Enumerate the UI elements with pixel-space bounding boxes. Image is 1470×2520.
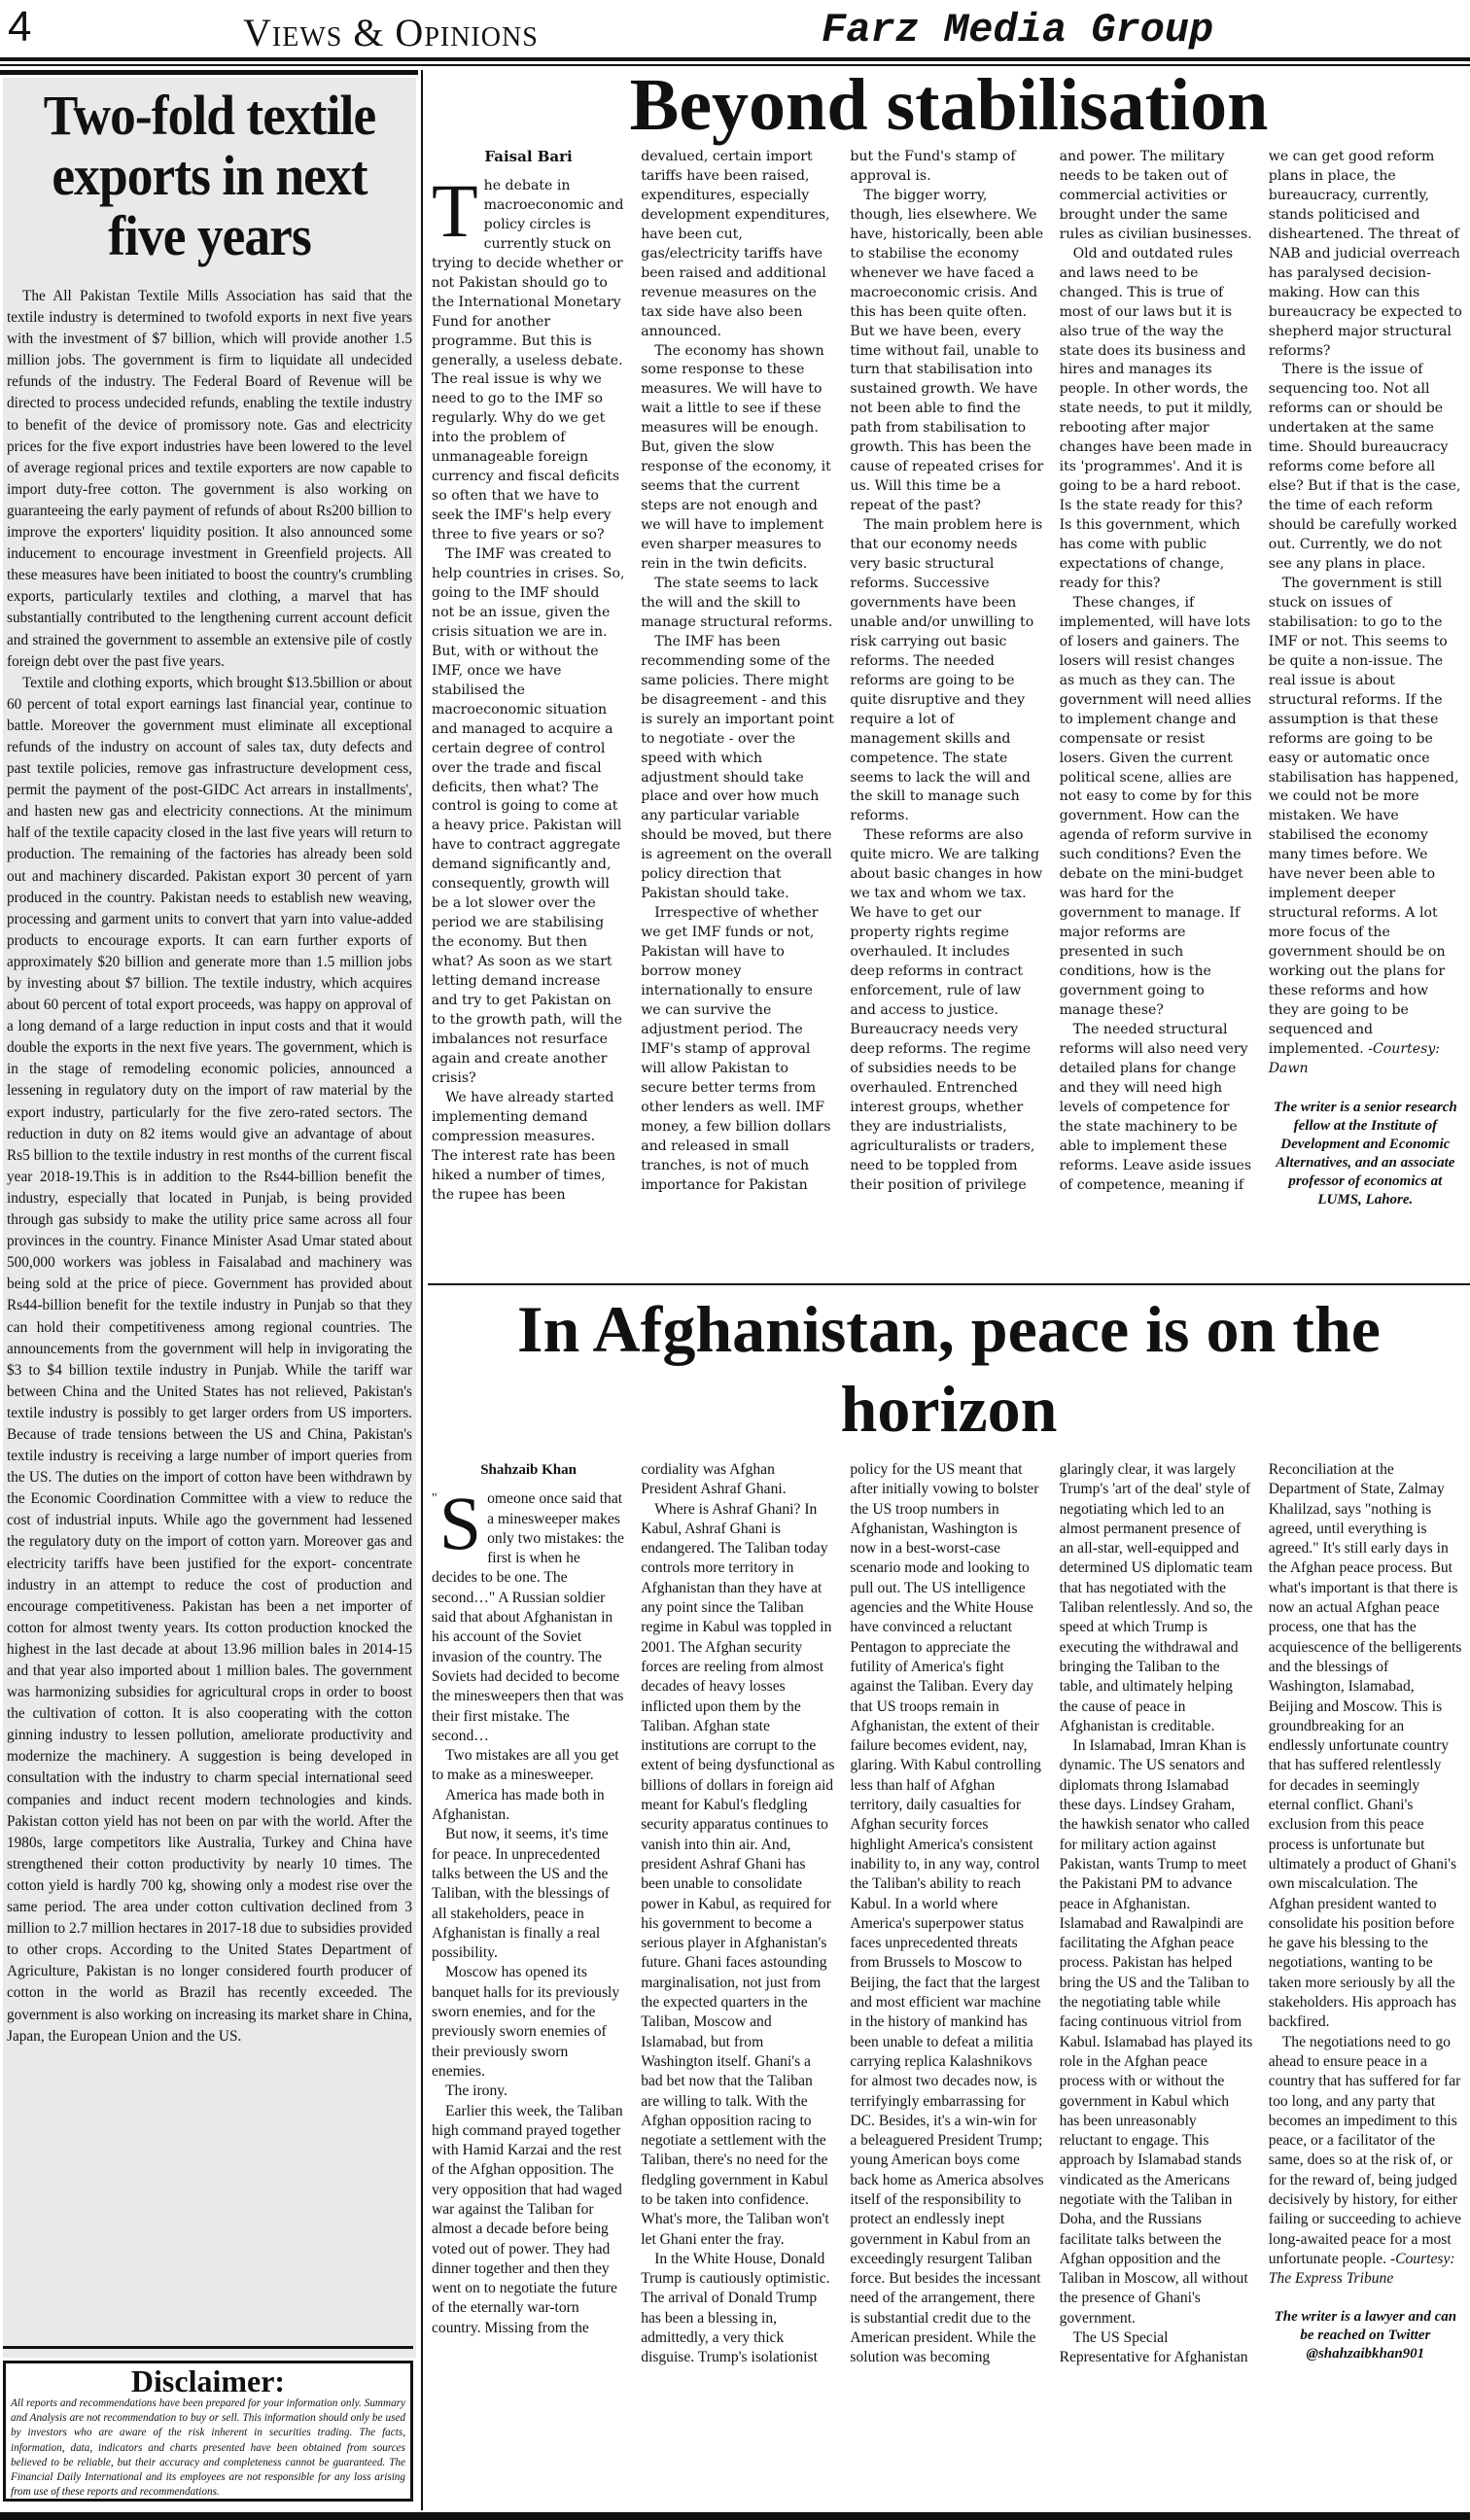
article2-first-paragraph — [432, 1481, 625, 1746]
article1-paragraph: The IMF was created to help countries in crises. So, going to the IMF should not be an issue, given the crisis situation we are in. But, with or without the IMF, once we have stabilised the macroeconomic situation and managed to acquire a certain degree of control over the trade and fiscal deficits, then what? The control is going to come at a heavy price. Pakistan will have to contract aggregate demand significantly and, consequently, growth will be a lot slower over the period we are stabilising the economy. But then what? As soon as we start letting demand increase and try to get Pakistan on to the growth path, will the imbalances not resurface again and create another crisis? — [432, 546, 625, 1086]
left-article-paragraph: Textile and clothing exports, which brought $13.5billion or about 60 percent of total export earnings last financial year, continue to battle. Moreover the government must eliminate all exceptional refunds of the industry on account of sales tax, duty defects and past textile policies, remove gas infrastructure development cess, permit the payment of the post-GIDC Act arrears in installments', and hasten new gas and electricity connections. At the minimum half of the textile capacity closed in the last five years will return to production. The remaining of the factories has already been sold out and machinery discarded. Pakistan export 30 percent of yarn produced in the country. Pakistan needs to establish new weaving, processing and garment units to convert that yarn into value-added products to encourage exports. It can earn further exports of approximately $20 billion and generate more than 1.5 million jobs by investing about $7 billion. The textile industry, which acquires about 60 percent of total export proceeds, was happy on approval of a long demand of a large reduction in input costs and that it would double the exports in the next five years. The government, which is in the stage of remodeling economic policies, announced a lessening in regulatory duty on the import of raw material by the export industry, particularly for the five zero-rated sectors. The reduction in duty on 82 items would give an advantage of about Rs5 billion to the textile industry in rest months of the current fiscal year 2018-19.This is in addition to the Rs44-billion benefit the industry, especially that located in Punjab, is being provided through gas subsidy to make the utility price same across all four provinces in the country. Finance Minister Asad Umar stated about 500,000 workers was jobless in Faisalabad and machinery was being sold at the price of piece. Government has provided about Rs44-billion benefit for the textile industry in Punjab so that they can hold their competitiveness among regional countries. The announcements from the government will help in invigorating the $3 to $4 billion textile industry in Punjab. While the tariff war between China and the United States has not relieved, Pakistan's textile industry is possibly to get larger orders from US importers. Because of trade tensions between the US and China, Pakistan's textile industry is receiving a large number of import queries from the US. The duties on the import of cotton have been withdrawn by the Economic Coordination Committee with a view to reduce the cost of industrial inputs. While ago the government had lessened the regulatory duty on the import of cotton yarn. Moreover gas and electricity tariffs have been justified for the export- concentrate industry in an attempt to reduce the cost of production and encourage competitiveness. Pakistan has been a net importer of cotton for almost twenty years. Its cotton production knocked the highest in the last decade at about 13.96 million bales in 2014-15 and that year also imported about 1 million bales. The government was harmonizing subsidies for agricultural crops in order to boost the cultivation of cotton. It is also cooperating with the cotton ginning industry to lessen pollution, ameliorate productivity and modernize the machinery. A suggestion is being developed in consultation with the industry to charm special international seed companies and induct recent modern technologies and kinds. Pakistan cotton yield has not been on par with the world. After the 1980s, large competitors like Australia, Turkey and China have strengthened their cotton productivity by nearly 10 times. The cotton yield is hardly 700 kg, showing only a modest rise over the same period. The area under cotton cultivation declined from 3 million to 2.7 million hectares in 2017-18 due to subsidies provided to other crops. According to the United States Department of Agriculture, Pakistan is no longer considered fourth producer of cotton in the world as Brazil has recently exceeded. The government is also working on increasing its market share in China, Japan, the European Union and the US. — [7, 674, 412, 2045]
article1-last-paragraph-text: The government is still stuck on issues of stabilisation: to go to the IMF or not. This seems to be quite a non-issue. The real issue is about structural reforms. If the assumption is that these reforms are going to be easy or automatic once stabilisation has happened, we could not be more mistaken. We have stabilised the economy many times before. We have never been able to implement deeper structural reforms. A lot more focus of the government should be on working out the plans for these reforms and how they are going to be sequenced and implemented. — [1268, 575, 1459, 1057]
article2-paragraph: America has made both in Afghanistan. — [432, 1786, 605, 1824]
article2-author-note: The writer is a lawyer and can be reached on Twitter @shahzaibkhan901 — [1274, 2309, 1457, 2362]
article1-author-note: The writer is a senior research fellow at the Institute of Development and Economic Alternatives, and an associate professor of economics at LUMS, Lahore. — [1273, 1099, 1457, 1208]
article1-first-paragraph-text: he debate in macroeconomic and policy circles is currently stuck on trying to decide whether or not Pakistan should go to the International Monetary Fund for another programme. But this is generally, a useless debate. The real issue is why we need to go to the IMF so regularly. Why do we get into the problem of unmanageable foreign currency and fiscal deficits so often that we have to seek the IMF's help every three to five years or so? — [432, 177, 624, 543]
article2-paragraph: Earlier this week, the Taliban high command prayed together with Hamid Karzai and the rest of the Afghan opposition. The very opposition that had waged war against the Taliban for almost a decade before being voted out of power. They had dinner together and then they went on to negotiate the future of the eternally war-torn country. Missing from the cordiality was Afghan President Ashraf Ghani. — [432, 1461, 787, 2336]
article2-last-paragraph-text: The negotiations need to go ahead to ensure peace in a country that has suffered for far too long, and any party that becomes an impediment to this peace, or a facilitator of the same, does so at the risk of, or for the reward of, being judged decisively by history, for either failing or succeeding to achieve long-awaited peace for a most unfortunate people. — [1268, 2033, 1462, 2267]
article1-paragraph: Irrespective of whether we get IMF funds or not, Pakistan will have to borrow money internationally to ensure we can survive the adjustment period. The IMF's stamp of approval will allow Pakistan to secure better terms from other lenders as well. IMF money, a few billion dollars and released in small tranches, is not of much importance for Pakistan but the Fund's stamp of approval is. — [641, 149, 1016, 1193]
page-bottom-bar — [0, 2512, 1470, 2520]
left-article-body — [7, 286, 412, 2048]
article1-paragraph: These reforms are also quite micro. We are talking about basic changes in how we tax and whom we tax. We have to get our property rights regime overhauled. It includes deep reforms in contract enforcement, rule of law and access to justice. Bureaucracy needs very deep reforms. The regime of subsidies needs to be overhauled. Entrenched interest groups, whether they are industrialists, agriculturalists or traders, need to be toppled from their position of privilege and power. The military needs to be taken out of commercial activities or brought under the same rules as civilian businesses. — [850, 149, 1252, 1193]
article1-paragraph: The main problem here is that our economy needs very basic structural reforms. Successive governments have been unable and/or unwilling to risk carrying out basic reforms. The needed reforms are going to be quite disruptive and they require a lot of management skills and competence. The state seems to lack the will and the skill to manage such reforms. — [850, 517, 1043, 824]
header-rule — [0, 57, 1470, 61]
article1-paragraph: The economy has shown some response to these measures. We will have to wait a little to see if these measures will be enough. But, given the slow response of the economy, it seems that the current steps are not enough and we will have to implement even sharper measures to rein in the twin deficits. — [641, 342, 831, 573]
left-article-paragraph: The All Pakistan Textile Mills Association has said that the textile industry is determined to twofold exports in next five years with the investment of $7 billion, which will provide another 1.5 million jobs. The government is firm to liquidate all undecided refunds of the industry. The Federal Board of Revenue will be directed to process undecided refunds, enabling the textile industry to benefit of the device of promissory note. Gas and electricity prices for the five export industries have been lowered to the level of average regional prices and textile exporters are now capable to import duty-free cotton. The government is also working on guaranteeing the early payment of refunds of about Rs200 billion to improve the exporters' liquidity position. It also announced some inducement to encourage investment in Greenfield projects. All these measures have been initiated to boost the country's crumbling exports, particularly textiles and clothing, a marvel that has substantially contributed to the lengthening current account deficit and strained the government to assemble an extensive pile of costly foreign debt over the past five years. — [7, 288, 412, 670]
section-title: Views & Opinions — [243, 11, 539, 54]
article2-dropcap: S — [438, 1481, 482, 1566]
disclaimer-box — [3, 2361, 413, 2502]
article2-paragraph: But now, it seems, it's time for peace. In unprecedented talks between the US and the Taliban, with the blessings of all stakeholders, peace in Afghanistan is finally a real possibility. — [432, 1826, 610, 1962]
article1-paragraph: There is the issue of sequencing too. Not all reforms can or should be undertaken at the same time. Should bureaucracy reforms come before all else? But if that is the case, the time of each reform should be carefully worked out. Currently, we do not see any plans in place. — [1268, 362, 1461, 573]
article1-title: Beyond stabilisation — [629, 64, 1269, 146]
article2-paragraph: Where is Ashraf Ghani? In Kabul, Ashraf Ghani is endangered. The Taliban today controls more territory in Afghanistan than they have at any point since the Taliban regime in Kabul was toppled in 2001. The Afghan security forces are reeling from almost decades of heavy losses inflicted upon them by the Taliban. Afghan state institutions are corrupt to the extent of being dysfunctional as billions of dollars in foreign aid meant for Kabul's fledgling security apparatus continues to vanish into thin air. And, president Ashraf Ghani has been unable to consolidate power in Kabul, as required for his government to become a serious player in Afghanistan's future. Ghani faces astounding marginalisation, not just from the expected quarters in the Taliban, Moscow and Islamabad, but from Washington itself. Ghani's a bad bet now that the Taliban are willing to talk. With the Afghan opposition racing to negotiate a settlement with the Taliban, there's no need for the fledgling government in Kabul to be taken into confidence. What's more, the Taliban won't let Ghani enter the fray. — [641, 1500, 835, 2248]
article1-paragraph: We have already started implementing demand compression measures. The interest rate has been hiked a number of times, the rupee has been devalued, certain import tariffs have been raised, expenditures, especially development expenditures, have been cut, gas/electricity tariffs have been raised and additional revenue measures on the tax side have also been announced. — [432, 149, 830, 1203]
left-article-title: Two-fold textile exports in next five years — [43, 84, 376, 267]
article1-paragraph: The IMF has been recommending some of the same policies. There might be disagreement - and this is surely an important point to negotiate - over the speed with which adjustment should take place and over how much any particular variable should be moved, but there is agreement on the overall policy direction that Pakistan should take. — [641, 633, 834, 902]
article-separator-rule — [428, 1283, 1470, 1285]
article2-courtesy: -Courtesy: The Express Tribune — [1268, 2250, 1455, 2288]
article1-paragraph: Old and outdated rules and laws need to be changed. This is true of most of our laws but it is also true of the way the state does its business and hires and manages its people. In other words, the state needs, to put it mildly, rebooting after major changes have been made in its 'programmes'. And it is going to be a hard reboot. Is the state ready for this? Is this government, which has come with public expectations of change, ready for this? — [1059, 245, 1253, 591]
article1-paragraph: The bigger worry, though, lies elsewhere. We have, historically, been able to stabilise the economy whenever we have faced a macroeconomic crisis. And this has been quite often. But we have been, every time without fail, unable to turn that stabilisation into sustained growth. We have not been able to find the path from stabilisation to growth. This has been the cause of repeated crises for us. Will this time be a repeat of the past? — [850, 187, 1044, 514]
article1-author: Faisal Bari — [484, 148, 573, 165]
left-column-top-bar — [0, 70, 418, 75]
article2-title: In Afghanistan, peace is on the horizon — [517, 1292, 1381, 1446]
article2-first-paragraph-text: omeone once said that a minesweeper makes only two mistakes: the first is when he decides to be one. The second…" A Russian soldier said that about Afghanistan in his account of the Soviet invasion of the country. The Soviets had decided to become the minesweepers then that was their first mistake. The second… — [432, 1490, 624, 1744]
brand-name: Farz Media Group — [822, 7, 1214, 53]
disclaimer-text: All reports and recommendations have been prepared for your information only. Summary and Analysis are not recommendation to buy or sell. This information should only be used by investors who are aware of the risk inherent in securities trading. The facts, information, data, indicators and charts presented have been obtained from sources believed to be reliable, but their accuracy and completeness cannot be guaranteed. The Financial Daily International and its employees are not responsible for any loss arising from use of these reports and recommendations. — [11, 2398, 405, 2499]
left-column-rule — [3, 2346, 413, 2349]
article2-open-quote: " — [432, 1491, 438, 1507]
article1-paragraph: The needed structural reforms will also need very detailed plans for change and they will need high levels of competence for the state machinery to be able to implement these reforms. Leave aside issues of competence, meaning if we can get good reform plans in place, the bureaucracy, currently, stands politicised and disheartened. The threat of NAB and judicial overreach has paralysed decision-making. How can this bureaucracy be expected to shepherd major structural reforms? — [1059, 149, 1462, 1193]
article2-paragraph: The irony. — [445, 2082, 508, 2100]
article1-paragraph: The state seems to lack the will and the skill to manage structural reforms. — [641, 575, 833, 630]
article2-paragraph — [1269, 2033, 1462, 2290]
article2-paragraph: Moscow has opened its banquet halls for its previously sworn enemies, and for the previously sworn enemies of their previously sworn enemies. — [432, 1964, 620, 2080]
article1-dropcap: T — [432, 167, 478, 253]
article2-author: Shahzaib Khan — [480, 1462, 577, 1478]
article1-paragraph: These changes, if implemented, will have lots of losers and gainers. The losers will resist changes as much as they can. The government will need allies to implement change and compensate or resist losers. Given the current political scene, allies are not easy to come by for this government. How can the agenda of reform survive in such conditions? Even the debate on the mini-budget was hard for the government to manage. If major reforms are presented in such conditions, how is the government going to manage these? — [1059, 594, 1252, 1018]
article2-paragraph: Two mistakes are all you get to make as a minesweeper. — [432, 1747, 619, 1784]
article1-body — [420, 148, 1470, 1276]
article2-paragraph: In the White House, Donald Trump is cautiously optimistic. The arrival of Donald Trump has been a blessing in, admittedly, a very thick disguise. Trump's isolationist policy for the US meant that after initially vowing to bolster the US troop numbers in Afghanistan, Washington is now in a best-worst-case scenario mode and looking to pull out. The US intelligence agencies and the White House have convinced a reluctant Pentagon to appreciate the futility of America's fight against the Taliban. Every day that US troops remain in Afghanistan, the extent of their failure becomes evident, nay, glaring. With Kabul controlling less than half of Afghan territory, daily casualties for Afghan security forces highlight America's consistent inability to, in any way, control the Taliban's ability to reach Kabul. In a world where America's superpower status faces unprecedented threats from Brussels to Moscow to Beijing, the fact that the largest and most efficient war machine in the history of mankind has been unable to defeat a militia carrying replica Kalashnikovs for almost two decades now, is terrifyingly embarrassing for DC. Besides, it's a win-win for a beleaguered President Trump; young American boys come back home as America absolves itself of the responsibility to protect an endlessly inept government in Kabul from an exceedingly resurgent Taliban force. But besides the incessant need of the arrangement, there is substantial credit due to the American president. While the solution was becoming glaringly clear, it was largely Trump's 'art of the deal' style of negotiating which led to an almost permanent presence of an all-star, well-equipped and determined US diplomatic team that has negotiated with the Taliban relentlessly. And so, the speed at which Trump is executing the withdrawal and bringing the Taliban to the table, and ultimately helping the cause of peace in Afghanistan is creditable. — [641, 1461, 1253, 2366]
article1-courtesy: -Courtesy: Dawn — [1268, 1040, 1441, 1076]
article2-body — [420, 1460, 1470, 2508]
article1-paragraph — [1269, 575, 1462, 1079]
article2-paragraph: In Islamabad, Imran Khan is dynamic. The US senators and diplomats throng Islamabad these days. Lindsey Graham, the hawkish senator who called for military action against Pakistan, wants Trump to meet the Pakistani PM to advance peace in Afghanistan. Islamabad and Rawalpindi are facilitating the Afghan peace process. Pakistan has helped bring the US and the Taliban to the negotiating table while facing continuous vitriol from Kabul. Islamabad has played its role in the Afghan peace process with or without the government in Kabul which has been unreasonably reluctant to engage. This approach by Islamabad stands vindicated as the Americans negotiate with the Taliban in Doha, and the Russians facilitate talks between the Afghan opposition and the Taliban in Moscow, all without the presence of Ghani's government. — [1059, 1737, 1253, 2327]
article2-paragraph: The US Special Representative for Afghanistan Reconciliation at the Department of State, Zalmay Khalilzad, says "nothing is agreed, until everything is agreed." It's still early days in the Afghan peace process. But what's important is that there is now an actual Afghan peace process, one that has the acquiescence of the belligerents and the blessings of Washington, Islamabad, Beijing and Moscow. This is groundbreaking for an endlessly unfortunate country that has suffered relentlessly for decades in seemingly eternal conflict. Ghani's exclusion from this peace process is unfortunate but ultimately a product of Ghani's own miscalculation. The Afghan president wanted to consolidate his position before he gave his blessing to the negotiations, wanting to be taken more seriously by all the stakeholders. His approach has backfired. — [1059, 1461, 1462, 2366]
left-article — [3, 78, 416, 2358]
article1-first-paragraph — [432, 167, 625, 545]
disclaimer-title: Disclaimer: — [130, 2363, 286, 2398]
page-number: 4 — [8, 3, 32, 51]
